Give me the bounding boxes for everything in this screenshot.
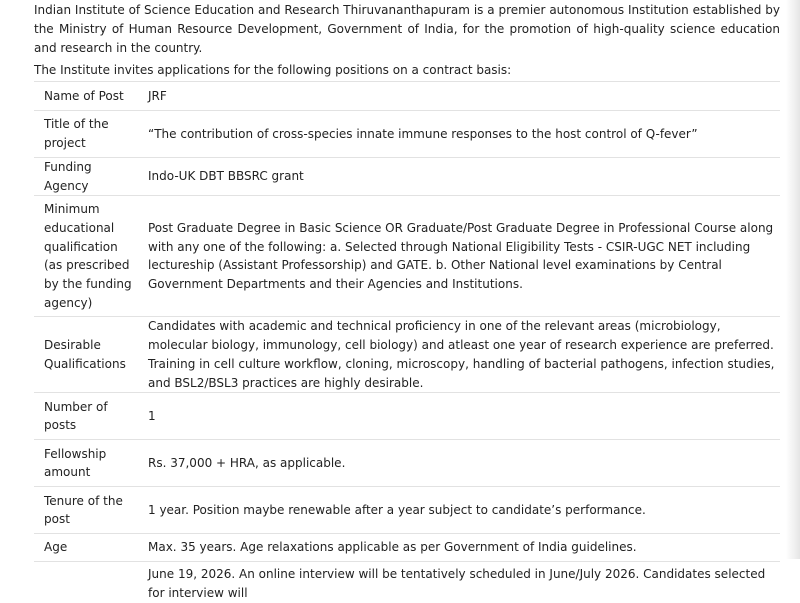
- intro-section: [34, 1, 780, 80]
- table-row: [34, 487, 780, 534]
- table-row: [34, 534, 780, 562]
- row-label: Tenure of the post: [34, 487, 138, 534]
- row-label: Name of Post: [34, 82, 138, 111]
- table-row: [34, 82, 780, 111]
- row-value: “The contribution of cross-species innate immune responses to the host control of Q-fever”: [138, 111, 780, 158]
- row-value: 1 year. Position maybe renewable after a year subject to candidate’s performance.: [138, 487, 780, 534]
- row-label: Title of the project: [34, 111, 138, 158]
- row-value: June 19, 2026. An online interview will be tentatively scheduled in June/July 2026. Candidates selected for interview will: [138, 562, 780, 603]
- row-value: 1: [138, 393, 780, 440]
- table-row: [34, 111, 780, 158]
- row-label: [34, 562, 138, 603]
- table-row: [34, 158, 780, 196]
- row-label: Desirable Qualifications: [34, 317, 138, 393]
- intro-paragraph: Indian Institute of Science Education and Research Thiruvananthapuram is a premier autonomous Institution established by the Ministry of Human Resource Development, Government of India, for the promotion of high-quality science education and research in the country.: [34, 3, 780, 55]
- table-row: [34, 317, 780, 393]
- table-row: [34, 196, 780, 317]
- row-label: Minimum educational qualification (as prescribed by the funding agency): [34, 196, 138, 317]
- row-value: Rs. 37,000 + HRA, as applicable.: [138, 440, 780, 487]
- invitation-text: The Institute invites applications for the following positions on a contract basis:: [34, 63, 512, 77]
- table-row: [34, 562, 780, 603]
- row-value: Max. 35 years. Age relaxations applicable as per Government of India guidelines.: [138, 534, 780, 562]
- row-value: Post Graduate Degree in Basic Science OR Graduate/Post Graduate Degree in Professional Course along with any one of the following: a. Selected through National Eligibility Tests - CSIR-UGC NET including lectureship (Assistant Professorship) and GATE. b. Other National level examinations by Central Government Departments and their Agencies and Institutions.: [138, 196, 780, 317]
- table-row: [34, 440, 780, 487]
- page-edge-shadow: [786, 0, 800, 559]
- row-label: Number of posts: [34, 393, 138, 440]
- table-row: [34, 393, 780, 440]
- row-label: Age: [34, 534, 138, 562]
- row-value: Indo-UK DBT BBSRC grant: [138, 158, 780, 196]
- row-label: Fellowship amount: [34, 440, 138, 487]
- position-details-table: [34, 81, 780, 603]
- row-value: JRF: [138, 82, 780, 111]
- row-label: Funding Agency: [34, 158, 138, 196]
- row-value: Candidates with academic and technical proficiency in one of the relevant areas (microbiology, molecular biology, immunology, cell biology) and atleast one year of research experience are preferred. Training in cell culture workflow, cloning, microscopy, handling of bacterial pathogens, infection studies, and BSL2/BSL3 practices are highly desirable.: [138, 317, 780, 393]
